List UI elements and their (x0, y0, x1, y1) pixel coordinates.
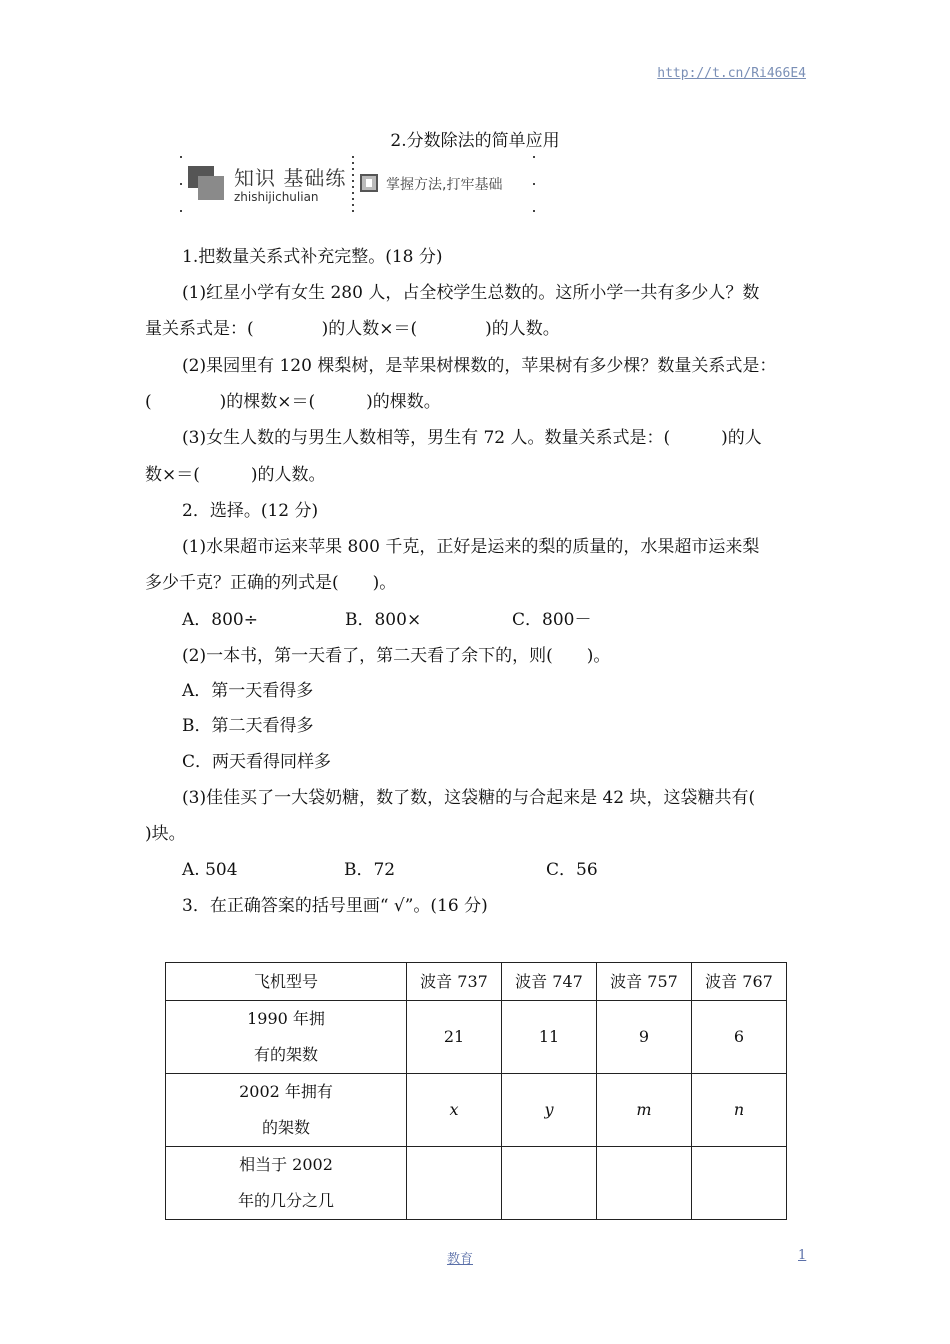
banner-pinyin: zhishijichulian (234, 190, 319, 204)
q2-p1-line2: 多少千克？正确的列式是( )。 (145, 573, 397, 593)
table-header-cell: 波音 757 (597, 963, 692, 1001)
table-cell-empty[interactable] (407, 1147, 502, 1220)
row-label-line: 2002 年拥有 (239, 1082, 333, 1101)
page-number[interactable]: 1 (798, 1248, 807, 1263)
q2-p1-line1: (1)水果超市运来苹果 800 千克，正好是运来的梨的质量的，水果超市运来梨 (182, 537, 760, 557)
table-header-cell: 波音 737 (407, 963, 502, 1001)
row-label-line: 年的几分之几 (237, 1191, 334, 1210)
table-cell: n (692, 1074, 787, 1147)
row-label-line: 的架数 (261, 1118, 310, 1137)
footer-link[interactable]: 教育 (446, 1252, 473, 1267)
q2-p1-option-a: A．800÷ (182, 610, 258, 630)
q2-p1-option-b: B．800× (345, 610, 422, 630)
q2-p3-option-b: B．72 (344, 860, 396, 880)
table-cell-empty[interactable] (502, 1147, 597, 1220)
q2-p2-option-b: B．第二天看得多 (182, 716, 314, 736)
banner-divider (352, 156, 354, 212)
q1-p1-line2: 量关系式是：( )的人数×＝( )的人数。 (145, 319, 560, 339)
table-row (166, 1074, 787, 1147)
q2-p1-option-c: C．800－ (512, 610, 592, 630)
table-row (166, 963, 787, 1001)
q2-p3-option-a: A. 504 (182, 860, 238, 880)
q1-p3-line2: 数×＝( )的人数。 (145, 465, 326, 485)
q2-p2-option-a: A．第一天看得多 (182, 681, 314, 701)
row-label-line: 1990 年拥 (247, 1009, 325, 1028)
table-header-cell: 飞机型号 (166, 963, 407, 1001)
table-cell: 21 (407, 1001, 502, 1074)
q2-p2-option-c: C．两天看得同样多 (182, 752, 332, 772)
q1-heading: 1.把数量关系式补充完整。(18 分) (182, 247, 443, 267)
q1-p2-line1: (2)果园里有 120 棵梨树，是苹果树棵数的，苹果树有多少棵？数量关系式是： (182, 356, 777, 376)
header-link[interactable]: http://t.cn/Ri466E4 (657, 66, 806, 81)
table-cell: m (597, 1074, 692, 1147)
row-label-1990 (166, 1001, 407, 1074)
table-header-cell: 波音 767 (692, 963, 787, 1001)
section-banner (180, 156, 535, 212)
row-label-2002 (166, 1074, 407, 1147)
q1-p3-line1: (3)女生人数的与男生人数相等，男生有 72 人。数量关系式是：( )的人 (182, 428, 762, 448)
table-cell-empty[interactable] (597, 1147, 692, 1220)
row-label-fraction (166, 1147, 407, 1220)
table-cell: 11 (502, 1001, 597, 1074)
table-cell: 9 (597, 1001, 692, 1074)
q2-p3-line2: )块。 (145, 824, 186, 844)
banner-main-text: 知识 基础练 (234, 166, 347, 190)
table-row (166, 1147, 787, 1220)
banner-block-shadow-icon (198, 176, 224, 200)
table-cell: y (502, 1074, 597, 1147)
row-label-line: 有的架数 (253, 1045, 318, 1064)
row-label-line: 相当于 2002 (239, 1155, 333, 1174)
table-row (166, 1001, 787, 1074)
table-cell: 6 (692, 1001, 787, 1074)
aircraft-table (165, 962, 787, 1220)
banner-square-icon (360, 174, 378, 192)
page-title: 2.分数除法的简单应用 (390, 131, 560, 151)
table-cell-empty[interactable] (692, 1147, 787, 1220)
table-cell: x (407, 1074, 502, 1147)
q2-p3-option-c: C．56 (546, 860, 598, 880)
q2-p2: (2)一本书，第一天看了，第二天看了余下的，则( )。 (182, 646, 611, 666)
banner-subtitle: 掌握方法,打牢基础 (386, 177, 503, 193)
q1-p1-line1: (1)红星小学有女生 280 人，占全校学生总数的。这所小学一共有多少人？数 (182, 283, 760, 303)
q2-p3-line1: (3)佳佳买了一大袋奶糖，数了数，这袋糖的与合起来是 42 块，这袋糖共有( (182, 788, 756, 808)
q2-heading: 2．选择。(12 分) (182, 501, 319, 521)
table-header-cell: 波音 747 (502, 963, 597, 1001)
q1-p2-line2: ( )的棵数×＝( )的棵数。 (145, 392, 441, 412)
q3-heading: 3．在正确答案的括号里画“ √”。(16 分) (182, 896, 488, 916)
